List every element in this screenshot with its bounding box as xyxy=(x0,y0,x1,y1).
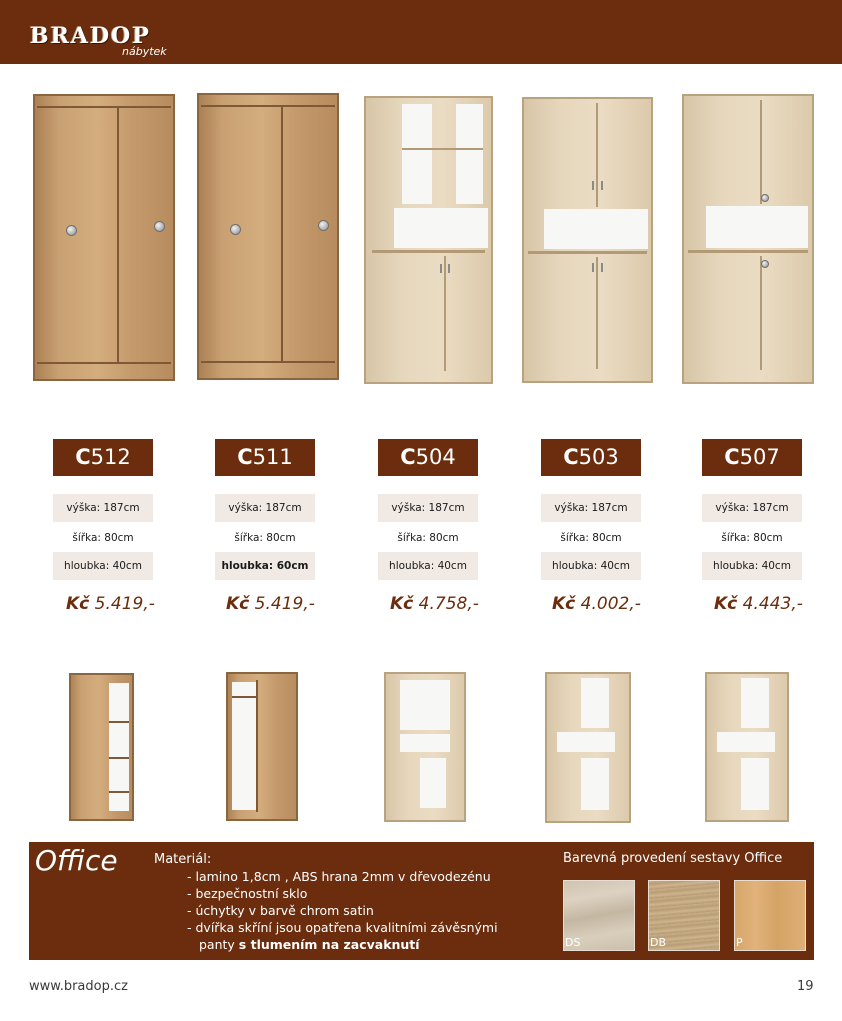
office-title: Office xyxy=(35,844,118,877)
spec-depth: hloubka: 40cm xyxy=(541,552,641,580)
photo-c507-open xyxy=(705,672,789,822)
page-header xyxy=(0,0,842,64)
price-c503: Kč 4.002,- xyxy=(552,594,641,614)
photo-c503-open xyxy=(545,672,631,823)
photo-c511 xyxy=(197,93,339,380)
model-label-c512: C512 xyxy=(53,439,153,476)
photo-c512-open xyxy=(69,673,134,821)
spec-width: šířka: 80cm xyxy=(72,532,134,544)
office-info-band xyxy=(29,842,814,960)
page-number: 19 xyxy=(797,979,814,994)
swatch-db: DB xyxy=(648,880,720,951)
photo-c504 xyxy=(364,96,493,384)
material-item: - bezpečnostní sklo xyxy=(187,886,308,901)
spec-width: šířka: 80cm xyxy=(397,532,459,544)
spec-height: výška: 187cm xyxy=(541,494,641,522)
photo-c507 xyxy=(682,94,814,384)
material-item: - dvířka skříní jsou opatřena kvalitními závěsnými xyxy=(187,920,498,935)
spec-width: šířka: 80cm xyxy=(721,532,783,544)
spec-depth: hloubka: 60cm xyxy=(215,552,315,580)
spec-width: šířka: 80cm xyxy=(560,532,622,544)
material-title: Materiál: xyxy=(154,852,212,867)
price-c512: Kč 5.419,- xyxy=(66,594,155,614)
spec-depth: hloubka: 40cm xyxy=(53,552,153,580)
spec-width: šířka: 80cm xyxy=(234,532,296,544)
photo-c512 xyxy=(33,94,175,381)
model-label-c504: C504 xyxy=(378,439,478,476)
brand-logo: BRADOP xyxy=(30,23,151,49)
swatch-ds: DS xyxy=(563,880,635,951)
colors-title: Barevná provedení sestavy Office xyxy=(563,851,783,866)
model-label-c503: C503 xyxy=(541,439,641,476)
material-item: - lamino 1,8cm , ABS hrana 2mm v dřevodezénu xyxy=(187,869,491,884)
model-label-c511: C511 xyxy=(215,439,315,476)
swatch-p: P xyxy=(734,880,806,951)
footer-url[interactable]: www.bradop.cz xyxy=(29,979,128,994)
spec-depth: hloubka: 40cm xyxy=(702,552,802,580)
photo-c511-open xyxy=(226,672,298,821)
spec-depth: hloubka: 40cm xyxy=(378,552,478,580)
material-item: panty s tlumením na zacvaknutí xyxy=(199,937,420,952)
price-c507: Kč 4.443,- xyxy=(714,594,803,614)
material-item: - úchytky v barvě chrom satin xyxy=(187,903,374,918)
brand-subtitle: nábytek xyxy=(122,45,167,58)
price-c511: Kč 5.419,- xyxy=(226,594,315,614)
spec-height: výška: 187cm xyxy=(215,494,315,522)
spec-height: výška: 187cm xyxy=(53,494,153,522)
material-list xyxy=(187,868,498,953)
photo-c503 xyxy=(522,97,653,383)
photo-c504-open xyxy=(384,672,466,822)
spec-height: výška: 187cm xyxy=(702,494,802,522)
model-label-c507: C507 xyxy=(702,439,802,476)
price-c504: Kč 4.758,- xyxy=(390,594,479,614)
spec-height: výška: 187cm xyxy=(378,494,478,522)
